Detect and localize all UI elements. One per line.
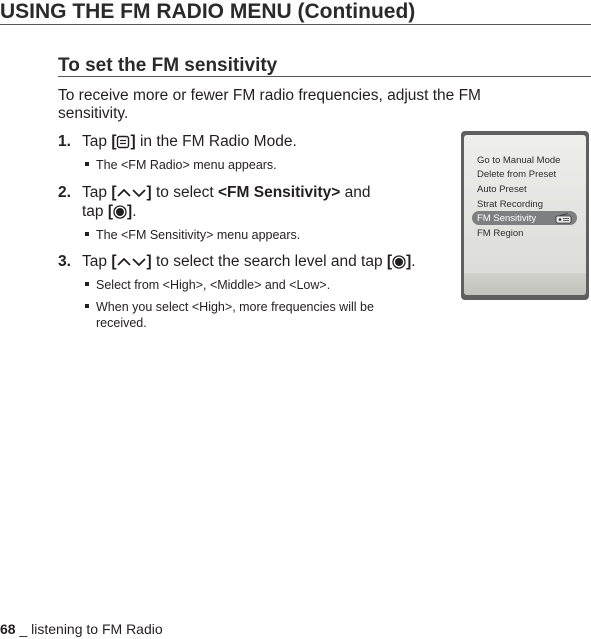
page-title: USING THE FM RADIO MENU (Continued) (0, 0, 416, 23)
footer-text: _ listening to FM Radio (15, 621, 163, 637)
step-number: 2. (58, 184, 71, 201)
step-number: 1. (58, 133, 71, 150)
step-2-continued: tap [ ]. (82, 203, 137, 220)
select-button-icon (392, 255, 406, 269)
menu-item-selected[interactable]: FM Sensitivity (477, 213, 537, 224)
page-number: 68 (0, 621, 16, 637)
step-1: 1. Tap [ ] in the FM Radio Mode. (58, 133, 297, 150)
page-footer (0, 621, 163, 637)
device-screen (464, 135, 586, 295)
up-down-arrows-icon (116, 255, 146, 269)
step-number: 3. (58, 253, 71, 270)
screen-bottom-band (464, 273, 586, 295)
menu-item[interactable]: Delete from Preset (477, 169, 557, 180)
section-title: To set the FM sensitivity (58, 55, 278, 76)
menu-item[interactable]: FM Region (477, 228, 524, 239)
up-down-arrows-icon (116, 186, 146, 200)
select-button-icon (113, 205, 127, 219)
step-3: 3. Tap [ ] to select the search level and tap [ ]. (58, 253, 416, 270)
menu-item[interactable]: Auto Preset (477, 184, 527, 195)
menu-icon (116, 135, 130, 149)
section-divider (58, 76, 591, 77)
step-2: 2. Tap [ ] to select <FM Sensitivity> and (58, 184, 371, 201)
antenna-icon (555, 213, 573, 224)
title-divider (0, 24, 591, 25)
menu-item[interactable]: Go to Manual Mode (477, 155, 561, 166)
menu-item[interactable]: Strat Recording (477, 199, 544, 210)
intro-paragraph: To receive more or fewer FM radio frequencies, adjust the FM sensitivity. (58, 87, 481, 122)
